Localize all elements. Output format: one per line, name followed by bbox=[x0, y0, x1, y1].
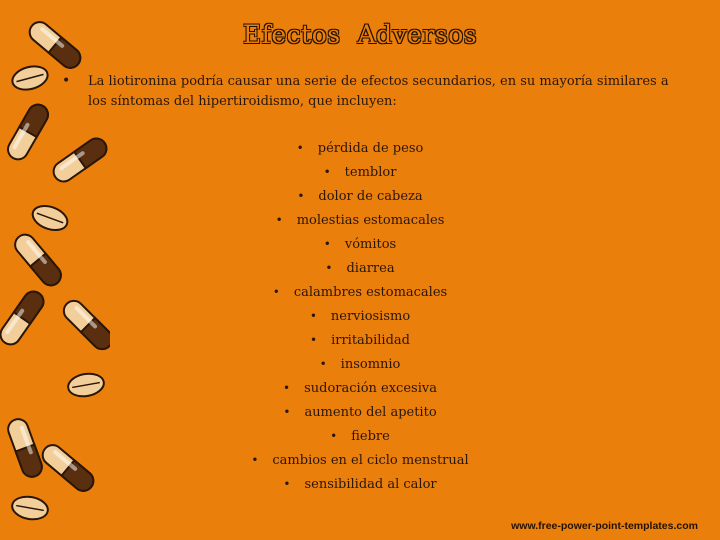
symptom-item bbox=[0, 138, 720, 162]
bullet-dot: • bbox=[251, 453, 259, 467]
tablet-icon bbox=[10, 494, 49, 522]
symptom-label: irritabilidad bbox=[331, 333, 410, 348]
symptom-item bbox=[0, 258, 720, 282]
symptom-item bbox=[0, 186, 720, 210]
symptom-item bbox=[0, 402, 720, 426]
symptom-label: sudoración excesiva bbox=[304, 381, 437, 396]
symptom-label: fiebre bbox=[351, 429, 390, 444]
symptom-label: nerviosismo bbox=[330, 309, 411, 324]
bullet-dot: • bbox=[325, 261, 333, 275]
symptom-label: dolor de cabeza bbox=[318, 189, 423, 204]
symptom-label: vómitos bbox=[344, 237, 397, 252]
slide-title: Efectos Adversos bbox=[242, 20, 478, 49]
symptom-label: sensibilidad al calor bbox=[304, 477, 437, 492]
bullet-dot: • bbox=[283, 381, 291, 395]
bullet-dot: • bbox=[283, 477, 291, 491]
symptom-item bbox=[0, 450, 720, 474]
bullet-dot: • bbox=[309, 309, 317, 323]
bullet-dot: • bbox=[296, 141, 304, 155]
bullet-dot: • bbox=[275, 213, 283, 227]
symptom-item bbox=[0, 330, 720, 354]
bullet-dot: • bbox=[272, 285, 280, 299]
symptom-label: molestias estomacales bbox=[296, 213, 445, 228]
symptom-item bbox=[0, 234, 720, 258]
symptom-item bbox=[0, 282, 720, 306]
symptom-label: calambres estomacales bbox=[293, 285, 448, 300]
symptom-item bbox=[0, 426, 720, 450]
symptom-item bbox=[0, 378, 720, 402]
symptom-label: pérdida de peso bbox=[317, 141, 424, 156]
symptom-item bbox=[0, 474, 720, 498]
footer-url: www.free-power-point-templates.com bbox=[511, 520, 698, 532]
symptom-item bbox=[0, 306, 720, 330]
symptom-label: cambios en el ciclo menstrual bbox=[272, 453, 469, 468]
tablet-icon bbox=[10, 63, 50, 94]
bullet-dot: • bbox=[330, 429, 338, 443]
bullet-dot: • bbox=[297, 189, 305, 203]
bullet-dot: • bbox=[319, 357, 327, 371]
bullet-dot: • bbox=[323, 237, 331, 251]
symptom-label: diarrea bbox=[346, 261, 395, 276]
symptom-label: aumento del apetito bbox=[304, 405, 437, 420]
bullet-dot: • bbox=[283, 405, 291, 419]
intro-bullet: • bbox=[62, 73, 71, 89]
symptom-label: insomnio bbox=[340, 357, 401, 372]
bullet-dot: • bbox=[323, 165, 331, 179]
symptom-item bbox=[0, 354, 720, 378]
symptom-list bbox=[0, 138, 720, 498]
bullet-dot: • bbox=[310, 333, 318, 347]
symptom-item bbox=[0, 210, 720, 234]
intro-paragraph: La liotironina podría causar una serie de efectos secundarios, en su mayoría similares a los síntomas del hipertiroidismo, que incluyen: bbox=[88, 74, 669, 109]
symptom-label: temblor bbox=[344, 165, 397, 180]
symptom-item bbox=[0, 162, 720, 186]
